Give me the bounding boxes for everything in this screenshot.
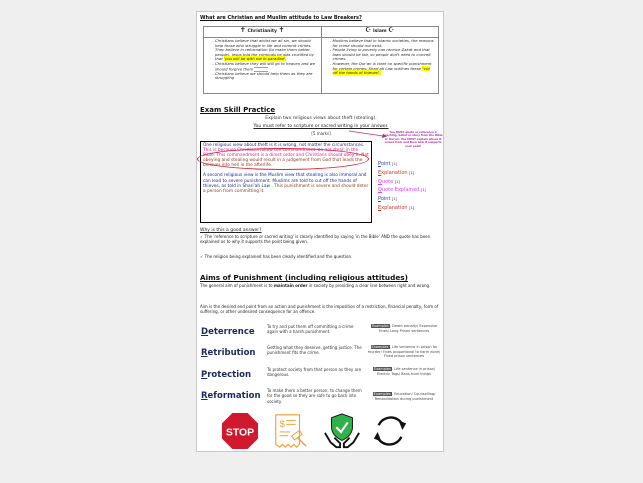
christianity-cell <box>204 38 322 94</box>
cross-icon: ✝ <box>240 26 246 34</box>
check-icon: ✓ <box>200 254 205 259</box>
aim-description: To protect society from that person as they are dangerous. <box>267 367 362 378</box>
protection-hands-shield-icon <box>323 412 361 450</box>
pe-marks-list <box>378 160 426 213</box>
aims-definition: Aim is the desired end point from an action and punishment is the imposition of a restriction, financial penalty, form of suffering, or other undesired consequence for an offence. <box>200 304 439 314</box>
exam-question: Explain two religious views about theft (stealing). <box>265 116 377 121</box>
why-point: ✓ The 'reference to scripture or sacred writing' is clearly identified by saying 'in the Bible' AND the quote has been explained as to why it supports the point being given. <box>200 234 431 244</box>
aim-description: To try and put them off committing a crime again with a harsh punishment. <box>267 324 354 335</box>
annotation-arrow-icon <box>347 129 387 139</box>
pe-item: Explanation [1] <box>378 169 415 176</box>
pe-item: Point [1] <box>378 196 397 203</box>
cross-icon: ✝ <box>278 26 285 34</box>
svg-text:STOP: STOP <box>225 427 255 439</box>
teacher-annotation: You MUST quote or reference a teaching, belief or story from the Bible or Qur'an. You MUST explain where it comes from and then how it supports your point <box>383 130 443 148</box>
column-header-christianity: ✝ Christianity ✝ <box>204 27 322 38</box>
aims-icons-row <box>221 412 421 452</box>
christianity-point: - Christians believe that whilst we all sin, we should help those who struggle in life and commit crimes. They believe in reformation (to make them better people). Jesus told the criminals he was crucified by that 'you will be with me in paradise'. <box>215 39 319 62</box>
answer-paragraph-2: A second religious view is the Muslim view that stealing is also immoral and can lead to severe punishment. Muslims are told to cut off the hands of thieves, as told in Shari'ah Law . This punishment is severe and should deter a person from committing it. <box>203 173 369 194</box>
pe-item: Explanation [1] <box>378 204 415 211</box>
check-icon: ✓ <box>200 234 205 239</box>
aim-examples: Examples- Education/ Counselling/ Rehabilitation during punishment <box>373 392 436 401</box>
legal-document-gavel-icon <box>271 412 309 450</box>
why-point: ✓ The religion being explained has been clearly identified and the question. <box>200 254 353 259</box>
aim-description: Getting what they deserve, getting justice. The punishment fits the crime. <box>267 345 362 356</box>
stop-sign-icon <box>221 412 259 450</box>
column-header-islam: ☪ Islam ☪ <box>321 27 439 38</box>
aim-examples: Examples- Death penalty/ Expensive Fines/ Long Prison sentences <box>371 324 438 333</box>
red-circle-annotation <box>197 148 369 170</box>
islam-point: - People living in poverty can receive Zakat and that laws should be fair, so people don't need to commit crimes. <box>333 48 437 62</box>
aim-title: Deterrence <box>201 327 255 337</box>
islam-cell <box>321 38 439 94</box>
exam-instruction: You must refer to scripture or sacred writing in your answer. <box>253 124 389 129</box>
aim-title: Reformation <box>201 391 261 401</box>
aim-description: To make them a better person; to change them for the good so they are safe to go back into society. <box>267 388 362 404</box>
title-question: What are Christian and Muslim attitude to Law Breakers? <box>200 15 362 21</box>
islam-point: - Muslims believe that in Islamic societies, the reasons for crime should not exist. <box>333 39 437 48</box>
exam-heading: Exam Skill Practice <box>200 106 276 114</box>
islam-point: - However, the Qur'an is clear on specific punishment for certain crimes; Shari'ah Law outlines these "cut off the hands of thieves". <box>333 62 437 76</box>
aims-intro: The general aim of punishment is to maintain order in society by providing a clear line between right and wrong. <box>200 283 431 288</box>
aims-heading: Aims of Punishment (including religious attitudes) <box>200 273 408 282</box>
aim-row-deterrence <box>201 324 441 344</box>
aim-row-protection <box>201 367 441 387</box>
answer-paragraph-1: One religious view about theft is it is wrong, not matter the circumstances. This is because Christians follow the commandment 'do not steal' in the Bible. This commandment is a direct order and Christians should obey it. Not obeying and stealing would result in a judgement from God that leads the believer into hell in the afterlife. <box>203 143 369 169</box>
aim-examples: Examples- Life sentence in prison for murder/ Fines proportional to harm done/ Fixed prison sentences <box>367 345 441 359</box>
pe-item: Point [1] <box>378 161 397 167</box>
aim-row-retribution <box>201 345 441 365</box>
exam-marks: [5 marks] <box>311 131 331 136</box>
svg-text:$: $ <box>279 419 285 431</box>
crescent-icon: ☪ <box>365 26 372 34</box>
aim-examples: Examples- Life sentence in prison/ Electric Tags/ Bans from things <box>373 367 436 376</box>
cycle-arrows-icon <box>371 412 409 450</box>
comparison-table <box>203 26 439 94</box>
aim-row-reformation <box>201 388 441 408</box>
aim-title: Protection <box>201 370 252 380</box>
aim-title: Retribution <box>201 348 256 358</box>
why-heading: Why is this a good answer? <box>200 228 262 233</box>
christianity-point: - Christians believe they will still go to heaven and we should forgive them <box>215 62 319 72</box>
document-page <box>196 11 444 452</box>
pe-item: Quote Explained [1] <box>378 187 426 194</box>
crescent-icon: ☪ <box>388 26 395 34</box>
christianity-point: - Christians believe we should help them as they are struggling <box>215 72 319 81</box>
pe-item: Quote [1] <box>378 178 400 185</box>
